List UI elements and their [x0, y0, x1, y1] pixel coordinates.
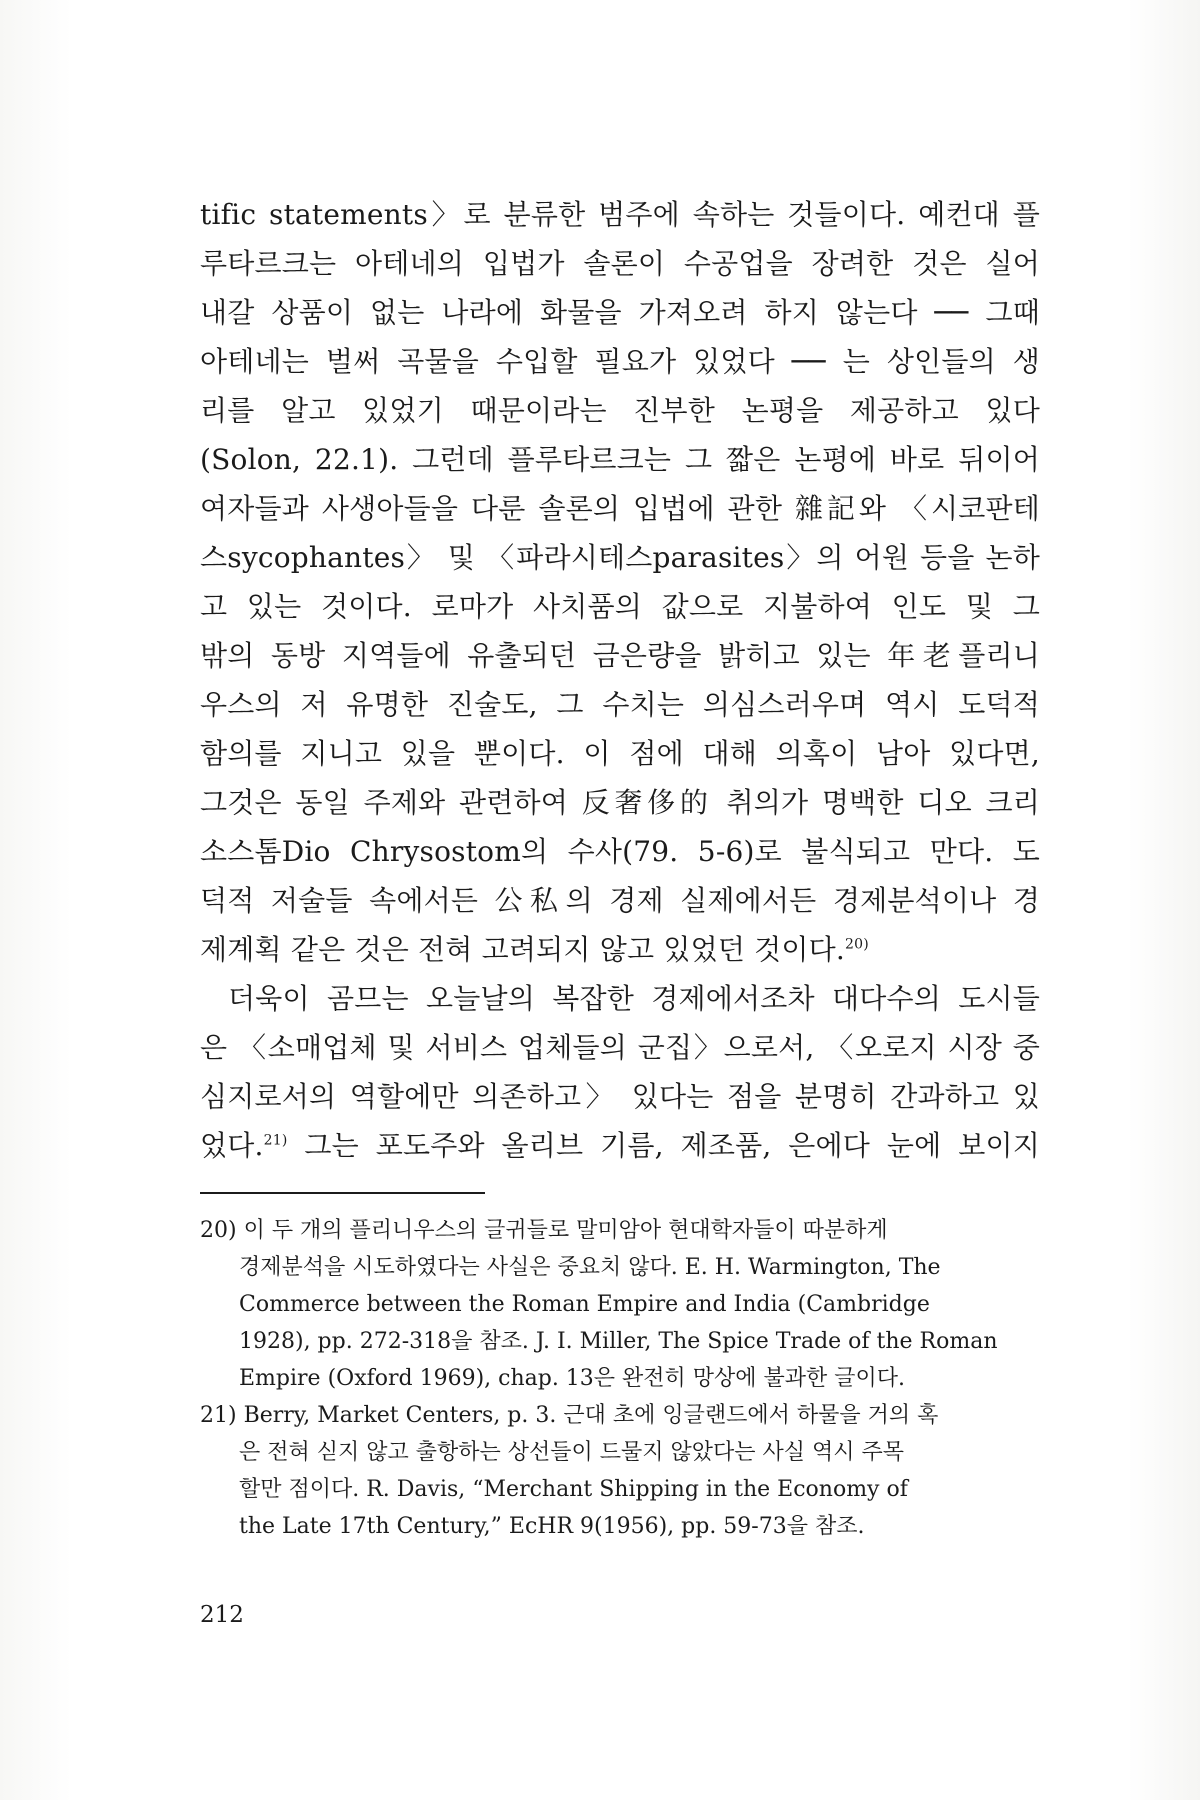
footnote-20-line: 1928), pp. 272-318을 참조. J. I. Miller, The Spice Trade of the Roman: [239, 1329, 998, 1354]
footnote-20-line: Commerce between the Roman Empire and India (Cambridge: [239, 1292, 930, 1317]
body-line: (Solon, 22.1). 그런데 플루타르크는 그 짧은 논평에 바로 뒤이어: [200, 443, 1040, 476]
body-text: [200, 190, 1040, 1170]
footnote-21-line: 21) Berry, Market Centers, p. 3. 근대 초에 잉글랜드에서 하물을 거의 혹: [200, 1403, 939, 1428]
body-line: 더욱이 곰므는 오늘날의 복잡한 경제에서조차 대다수의 도시들: [228, 982, 1040, 1015]
body-line: 소스톰Dio Chrysostom의 수사(79. 5-6)로 불식되고 만다. 도: [200, 835, 1040, 868]
body-line: 리를 알고 있었기 때문이라는 진부한 논평을 제공하고 있다: [200, 394, 1040, 427]
body-line: 루타르크는 아테네의 입법가 솔론이 수공업을 장려한 것은 실어: [200, 247, 1040, 280]
body-line: 우스의 저 유명한 진술도, 그 수치는 의심스러우며 역시 도덕적: [200, 688, 1040, 721]
footnotes: [200, 1212, 1040, 1545]
footnote-21-line: 은 전혀 싣지 않고 출항하는 상선들이 드물지 않았다는 사실 역시 주목: [239, 1440, 904, 1465]
footnote-20-line: Empire (Oxford 1969), chap. 13은 완전히 망상에 불과한 글이다.: [239, 1366, 906, 1391]
footnote-20-line: 경제분석을 시도하였다는 사실은 중요치 않다. E. H. Warmington, The: [239, 1255, 941, 1280]
body-line: 고 있는 것이다. 로마가 사치품의 값으로 지불하여 인도 및 그: [200, 590, 1040, 623]
body-line: 내갈 상품이 없는 나라에 화물을 가져오려 하지 않는다 ── 그때: [200, 296, 1040, 329]
body-line: 밖의 동방 지역들에 유출되던 금은량을 밝히고 있는 年老플리니: [200, 639, 1040, 672]
body-line: 심지로서의 역할에만 의존하고〉 있다는 점을 분명히 간과하고 있: [200, 1080, 1040, 1113]
text-block: [200, 190, 1040, 1545]
body-line: 여자들과 사생아들을 다룬 솔론의 입법에 관한 雜記와 〈시코판테: [200, 492, 1040, 525]
body-line: 덕적 저술들 속에서든 公私의 경제 실제에서든 경제분석이나 경: [200, 884, 1040, 917]
footnote-divider: [200, 1192, 485, 1194]
body-line: [200, 1121, 1040, 1170]
footnote-21-line: 할만 점이다. R. Davis, “Merchant Shipping in the Economy of: [239, 1477, 908, 1502]
footnote-ref-21[interactable]: 21): [263, 1132, 288, 1149]
body-line: 아테네는 벌써 곡물을 수입할 필요가 있었다 ── 는 상인들의 생: [200, 345, 1040, 378]
body-line-text: 그는 포도주와 올리브 기름, 제조품, 은에다 눈에 보이지: [287, 1129, 1040, 1162]
footnote-ref-20[interactable]: 20): [845, 936, 869, 953]
body-line: [200, 925, 1040, 974]
body-line-text: 제계획 같은 것은 전혀 고려되지 않고 있었던 것이다.: [200, 933, 846, 966]
footnote-21-line: the Late 17th Century,” EcHR 9(1956), pp. 59-73을 참조.: [239, 1514, 865, 1539]
footnote-20-line: 20) 이 두 개의 플리니우스의 글귀들로 말미암아 현대학자들이 따분하게: [200, 1218, 888, 1243]
page-number: 212: [200, 1602, 244, 1628]
body-line-text: 었다.: [200, 1129, 264, 1162]
body-line: 함의를 지니고 있을 뿐이다. 이 점에 대해 의혹이 남아 있다면,: [200, 737, 1040, 770]
body-line: 은 〈소매업체 및 서비스 업체들의 군집〉으로서, 〈오로지 시장 중: [200, 1031, 1040, 1064]
body-line: 그것은 동일 주제와 관련하여 反奢侈的 취의가 명백한 디오 크리: [200, 786, 1040, 819]
body-line: 스sycophantes〉 및 〈파라시테스parasites〉의 어원 등을 논하: [200, 541, 1040, 574]
body-line: tific statements〉로 분류한 범주에 속하는 것들이다. 예컨대 플: [200, 198, 1040, 231]
